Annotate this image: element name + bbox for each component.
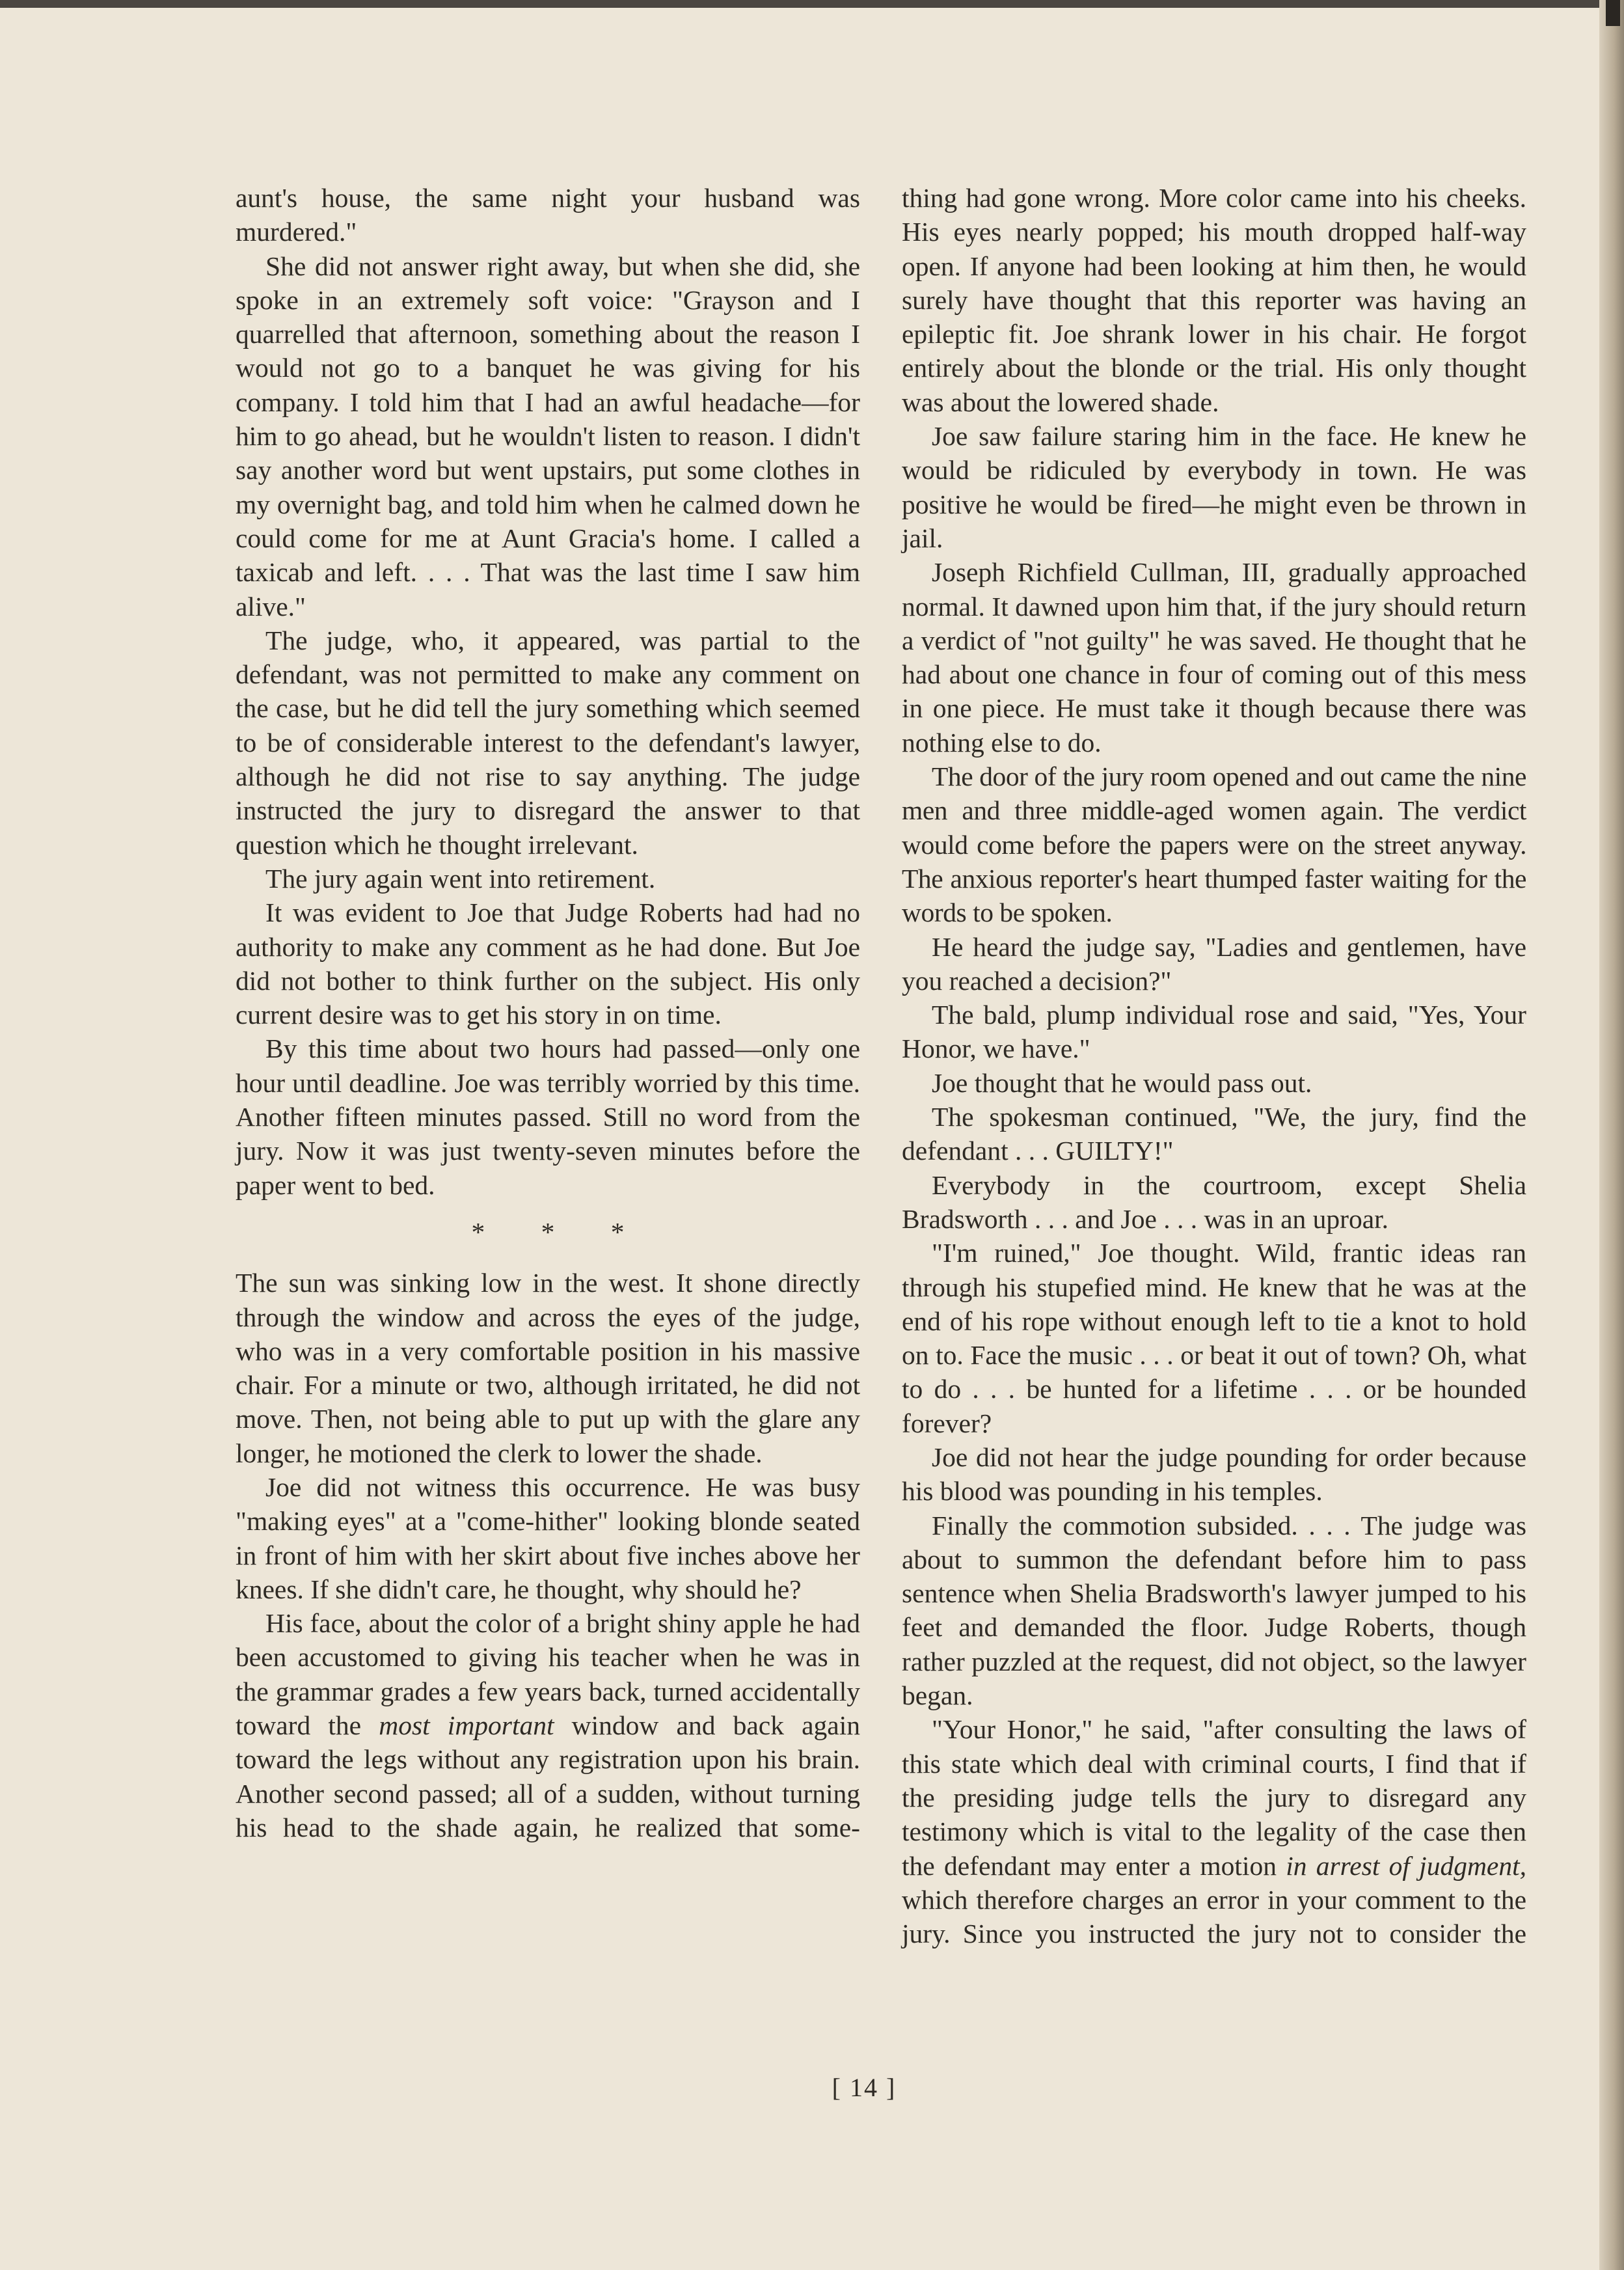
asterisk: * bbox=[541, 1216, 555, 1247]
paragraph-text: which therefore charges an error in your comment to the jury. Since you instructed the jury not to consider the bbox=[902, 1884, 1526, 1949]
paragraph: It was evident to Joe that Judge Roberts had had no authority to make any comment as he had done. But Joe did not bother to think further on the subject. His only current desire was to get his story in on time. bbox=[236, 897, 860, 1030]
paragraph: thing had gone wrong. More color came into his cheeks. His eyes nearly popped; his mouth dropped half-way open. If anyone had been looking at him then, he would surely have thought that this reporter was having an epileptic fit. Joe shrank lower in his chair. He forgot entirely about the blonde or the trial. His only thought was about the lowered shade. bbox=[902, 183, 1526, 417]
paragraph: Finally the commotion subsided. . . . The judge was about to summon the defendant before him to pass sentence when Shelia Bradsworth's lawyer jumped to his feet and demanded the floor. Judge Roberts, though rather puzzled at the request, did not object, so the lawyer began. bbox=[902, 1510, 1526, 1711]
asterisk: * bbox=[610, 1216, 625, 1247]
paragraph: The bald, plump individual rose and said, "Yes, Your Honor, we have." bbox=[902, 1000, 1526, 1064]
page-binding-edge bbox=[1599, 0, 1624, 2270]
paragraph: aunt's house, the same night your husband was murdered." bbox=[236, 183, 860, 247]
paragraph: The jury again went into retirement. bbox=[265, 863, 656, 894]
binding-tab bbox=[1606, 0, 1620, 26]
section-separator bbox=[236, 1215, 860, 1249]
paragraph-text: His face, about the color of a bright shiny apple he had been accustomed to giving his teacher when he was in the grammar grades a few years back, turned accidentally toward the bbox=[236, 1608, 860, 1741]
paragraph: Joe did not hear the judge pounding for order because his blood was pounding in his temples. bbox=[902, 1442, 1526, 1507]
paragraph: Joe did not witness this occurrence. He was busy "making eyes" at a "come-hither" looking blonde seated in front of him with her skirt about five inches above her knees. If she didn't care, he thought, why should he? bbox=[236, 1471, 860, 1604]
paragraph: Joe saw failure staring him in the face. He knew he would be ridiculed by everybody in town. He was positive he would be fired—he might even be thrown in jail. bbox=[902, 421, 1526, 553]
paragraph: He heard the judge say, "Ladies and gentlemen, have you reached a decision?" bbox=[902, 931, 1526, 996]
page-top-edge bbox=[0, 0, 1624, 8]
right-column bbox=[902, 181, 1526, 1950]
paragraph: Everybody in the courtroom, except Shelia Bradsworth . . . and Joe . . . was in an uproar. bbox=[902, 1169, 1526, 1234]
asterisk: * bbox=[471, 1216, 485, 1247]
paragraph: Joseph Richfield Cullman, III, gradually approached normal. It dawned upon him that, if the jury should return a verdict of "not guilty" he was saved. He thought that he had about one chance in four of coming out of this mess in one piece. He must take it though because there was nothing else to do. bbox=[902, 557, 1526, 758]
paragraph: "I'm ruined," Joe thought. Wild, frantic ideas ran through his stupefied mind. He knew that he was at the end of his rope without enough left to tie a knot to hold on to. Face the music . . . or beat it out of town? Oh, what to do . . . be hunted for a lifetime . . . or be hounded forever? bbox=[902, 1238, 1526, 1438]
page-number: [ 14 ] bbox=[832, 2073, 897, 2102]
paragraph: The door of the jury room opened and out came the nine men and three middle-aged women again. The verdict would come before the papers were on the street anyway. The anxious reporter's heart thumped faster waiting for the words to be spoken. bbox=[902, 761, 1526, 928]
paragraph-text: "Your Honor," he said, "after consulting the laws of this state which deal with criminal courts, I find that if the presiding judge tells the jury to disregard any testimony which is vital to the legality of the case then the defendant may enter a motion bbox=[902, 1714, 1526, 1881]
paragraph-text: window and back again toward the legs without any registration upon his brain. Another second passed; all of a sudden, without turning his head to the shade again, he realized that some- bbox=[236, 1710, 860, 1842]
paragraph: She did not answer right away, but when she did, she spoke in an extremely soft voice: "Grayson and I quarrelled that afternoon, something about the reason I would not go to a banquet he was giving for his company. I told him that I had an awful headache—for him to go ahead, but he wouldn't listen to reason. I didn't say another word but went upstairs, put some clothes in my overnight bag, and told him when he calmed down he could come for me at Aunt Gracia's home. I called a taxicab and left. . . . That was the last time I saw him alive." bbox=[236, 251, 860, 622]
paragraph: The spokesman continued, "We, the jury, find the defendant . . . GUILTY!" bbox=[902, 1102, 1526, 1166]
paragraph: By this time about two hours had passed—only one hour until deadline. Joe was terribly worried by this time. Another fifteen minutes passed. Still no word from the jury. Now it was just twenty-seven minutes before the paper went to bed. bbox=[236, 1033, 860, 1200]
italic-phrase: most important bbox=[379, 1710, 554, 1741]
italic-phrase: in arrest of judgment, bbox=[1286, 1850, 1526, 1881]
paragraph bbox=[236, 1606, 860, 1844]
paragraph: The sun was sinking low in the west. It shone directly through the window and across the eyes of the judge, who was in a very comfortable position in his massive chair. For a minute or two, although irritated, he did not move. Then, not being able to put up with the glare any longer, he motioned the clerk to lower the shade. bbox=[236, 1268, 860, 1468]
paragraph: The judge, who, it appeared, was partial to the defendant, was not permitted to make any comment on the case, but he did tell the jury something which seemed to be of considerable interest to the defendant's lawyer, although he did not rise to say anything. The judge instructed the jury to disregard the answer to that question which he thought irrelevant. bbox=[236, 625, 860, 860]
left-column bbox=[236, 181, 860, 1844]
paragraph bbox=[902, 1712, 1526, 1950]
paragraph: Joe thought that he would pass out. bbox=[932, 1067, 1312, 1098]
